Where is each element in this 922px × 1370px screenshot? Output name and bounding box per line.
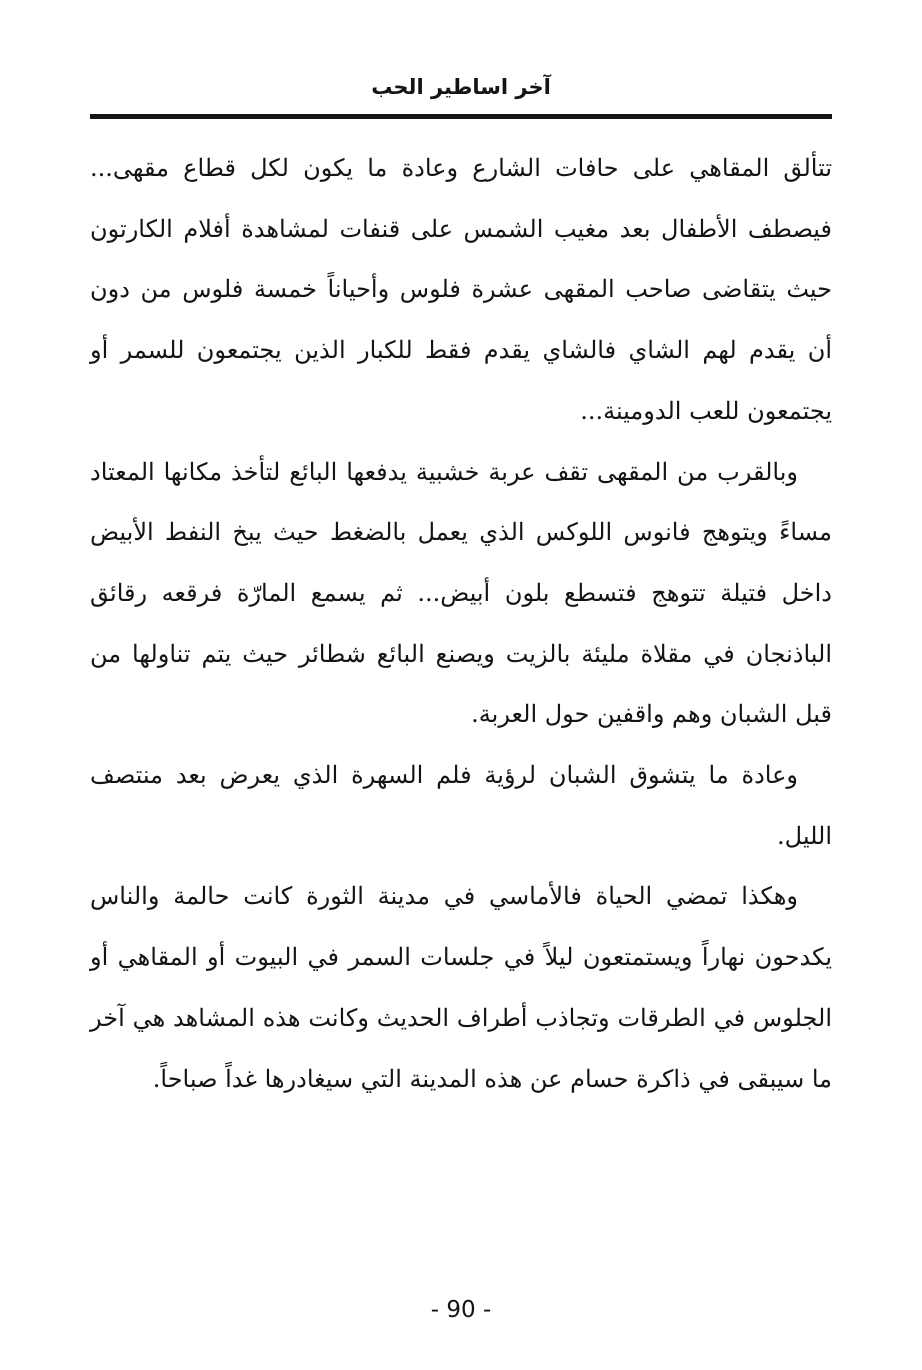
body-text: [90, 138, 832, 1109]
paragraph: وهكذا تمضي الحياة فالأماسي في مدينة الثورة كانت حالمة والناس يكدحون نهاراً ويستمتعون ليلاً في جلسات السمر في البيوت أو المقاهي أو الجلوس في الطرقات وتجاذب أطراف الحديث وكانت هذه المشاهد هي آخر ما سيبقى في ذاكرة حسام عن هذه المدينة التي سيغادرها غداً صباحاً.: [90, 882, 832, 1093]
header-divider: [90, 114, 832, 119]
running-title: آخر اساطير الحب: [371, 75, 551, 99]
paragraph: وبالقرب من المقهى تقف عربة خشبية يدفعها البائع لتأخذ مكانها المعتاد مساءً ويتوهج فانوس اللوكس الذي يعمل بالضغط حيث يبخ النفط الأبيض داخل فتيلة تتوهج فتسطع بلون أبيض... ثم يسمع المارّة فرقعه رقائق الباذنجان في مقلاة مليئة بالزيت ويصنع البائع شطائر حيث يتم تناولها من قبل الشبان وهم واقفين حول العربة.: [90, 457, 832, 729]
page-number: - 90 -: [430, 1297, 492, 1323]
paragraph: وعادة ما يتشوق الشبان لرؤية فلم السهرة الذي يعرض بعد منتصف الليل.: [90, 761, 832, 850]
paragraph: تتألق المقاهي على حافات الشارع وعادة ما يكون لكل قطاع مقهى... فيصطف الأطفال بعد مغيب الشمس على قنفات لمشاهدة أفلام الكارتون حيث يتقاضى صاحب المقهى عشرة فلوس وأحياناً خمسة فلوس من دون أن يقدم لهم الشاي فالشاي يقدم فقط للكبار الذين يجتمعون للسمر أو يجتمعون للعب الدومينة...: [90, 154, 832, 425]
page-header: [90, 70, 832, 104]
